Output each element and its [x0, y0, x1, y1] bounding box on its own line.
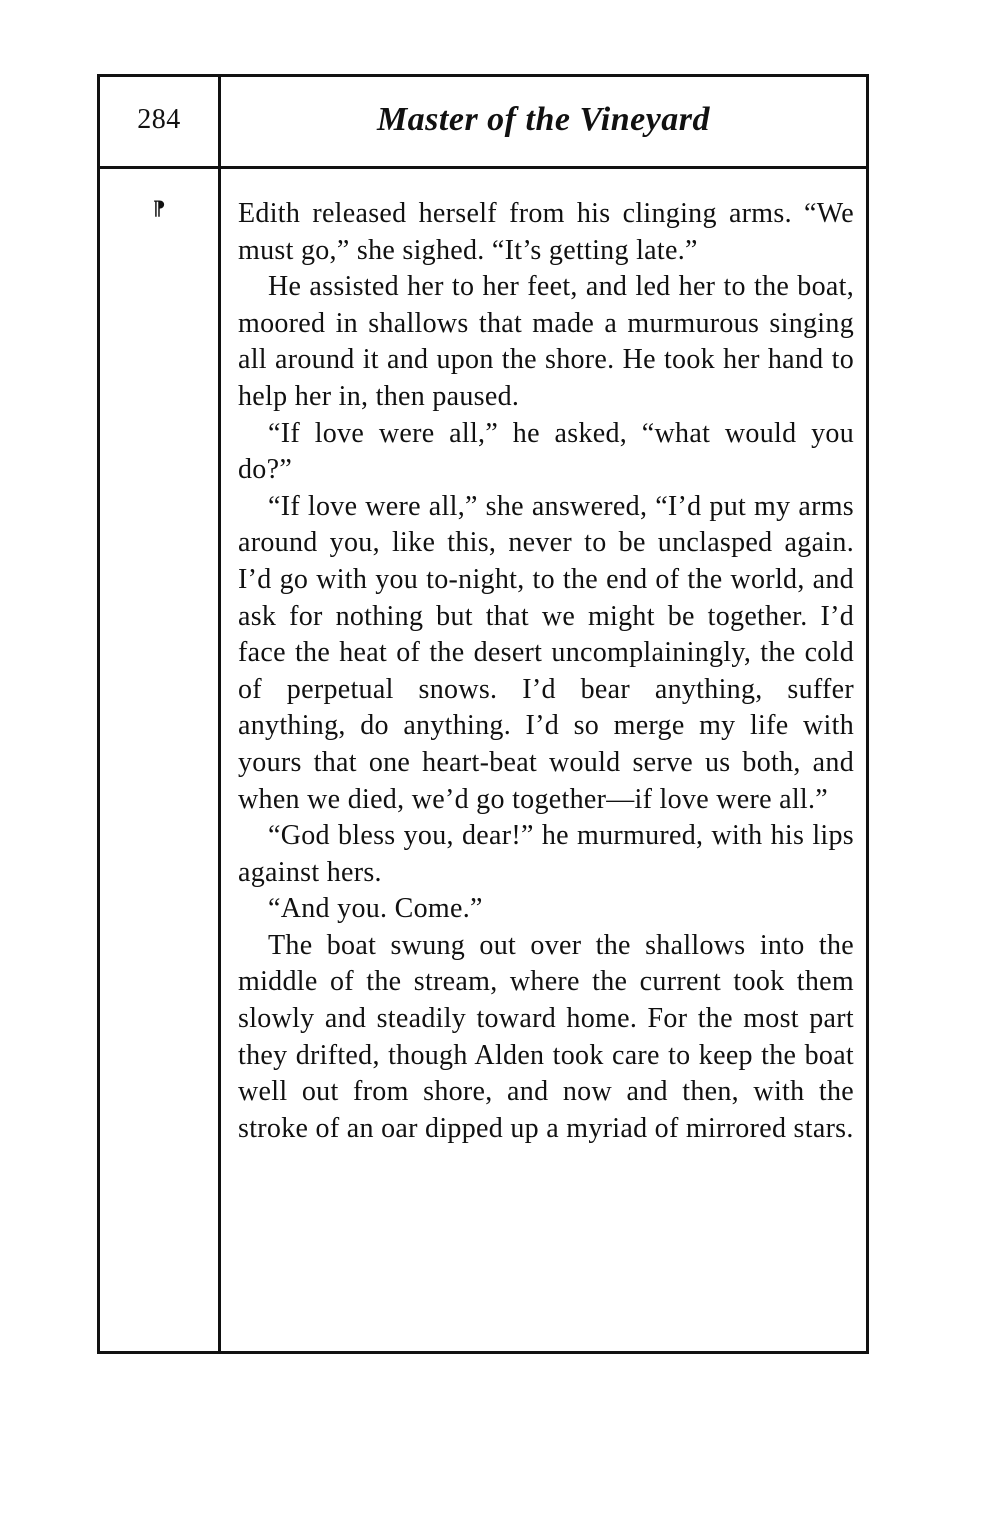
paragraph: “And you. Come.”: [268, 893, 483, 925]
paragraph: “God bless you, dear!” he murmured, with his lips against hers.: [238, 820, 854, 888]
header-divider: [97, 166, 869, 169]
paragraph: He assisted her to her feet, and led her to the boat, moored in shallows that made a murmurous singing all around it and upon the shore. He took her hand to help her in, then paused.: [238, 271, 854, 412]
body-text: [238, 196, 854, 1147]
page-number: 284: [137, 104, 181, 135]
paragraph: “If love were all,” he asked, “what would you do?”: [238, 417, 854, 486]
paragraph: Edith released herself from his clinging arms. “We must go,” she sighed. “It’s getting late.”: [238, 198, 854, 266]
paragraph: “If love were all,” she answered, “I’d put my arms around you, like this, never to be unclasped again. I’d go with you to-night, to the end of the world, and ask for nothing but that we might be together. I’d face the heat of the desert uncomplainingly, the cold of perpetual snows. I’d bear anything, suffer anything, do anything. I’d so merge my life with yours that one heart-beat would serve us both, and when we died, we’d go together—if love were all.”: [238, 490, 854, 815]
paragraph: The boat swung out over the shallows into the middle of the stream, where the current took them slowly and steadily toward home. For the most part they drifted, though Alden took care to keep the boat well out from shore, and now and then, with the stroke of an oar dipped up a myriad of mirrored stars.: [238, 929, 854, 1144]
running-title: Master of the Vineyard: [376, 101, 711, 138]
margin-ornament-icon: ⁋: [152, 198, 166, 220]
column-divider: [218, 74, 221, 1354]
